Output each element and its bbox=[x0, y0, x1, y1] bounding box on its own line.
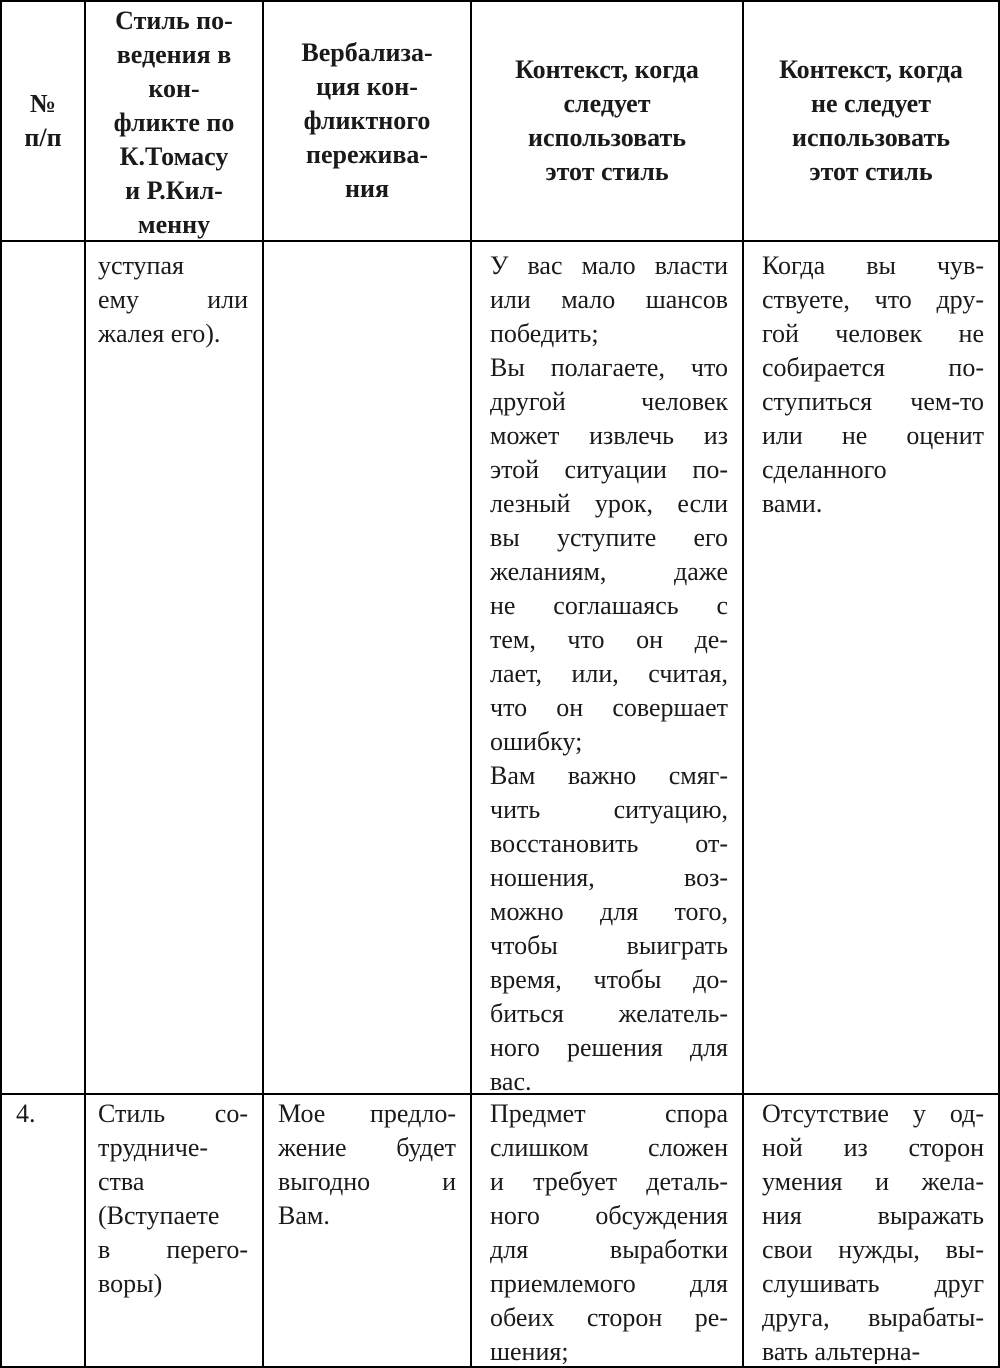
header-line: следует bbox=[563, 89, 651, 118]
cell-line: свои нужды, вы- bbox=[762, 1235, 984, 1264]
header-line: фликте по bbox=[113, 108, 235, 137]
cell-line: чтобы выиграть bbox=[490, 931, 728, 960]
cell-line: биться желатель- bbox=[490, 999, 728, 1028]
cell-line: слушивать друг bbox=[762, 1269, 984, 1298]
table-cell-verbalization bbox=[278, 1097, 456, 1364]
table-border bbox=[0, 240, 1000, 242]
cell-line: желаниям, даже bbox=[490, 557, 728, 586]
cell-line: для выработки bbox=[490, 1235, 728, 1264]
cell-line: умения и жела- bbox=[762, 1167, 984, 1196]
cell-line: и требует деталь- bbox=[490, 1167, 728, 1196]
header-line: пережива- bbox=[305, 140, 429, 169]
cell-line: жение будет bbox=[278, 1133, 456, 1162]
header-line: Стиль по- bbox=[115, 6, 233, 35]
cell-line: ного решения для bbox=[490, 1033, 728, 1062]
cell-line: Предмет спора bbox=[490, 1099, 728, 1128]
table-cell-context-use bbox=[490, 1097, 728, 1364]
header-text bbox=[24, 87, 61, 155]
table-cell-number bbox=[16, 1097, 74, 1364]
cell-line: слишком сложен bbox=[490, 1133, 728, 1162]
table-cell-style bbox=[98, 249, 248, 1091]
cell-line: другой человек bbox=[490, 387, 728, 416]
cell-line: может извлечь из bbox=[490, 421, 728, 450]
cell-line: восстановить от- bbox=[490, 829, 728, 858]
cell-line: этой ситуации по- bbox=[490, 455, 728, 484]
cell-line: ступиться чем-то bbox=[762, 387, 984, 416]
header-line: ния bbox=[344, 174, 390, 203]
header-verbalization bbox=[264, 2, 470, 240]
header-line: ведения в bbox=[116, 40, 232, 69]
cell-line: обеих сторон ре- bbox=[490, 1303, 728, 1332]
header-line: фликтного bbox=[303, 106, 431, 135]
header-line: кон- bbox=[148, 74, 200, 103]
header-line: использовать bbox=[791, 123, 951, 152]
cell-line: ошибку; bbox=[490, 727, 583, 756]
cell-line: гой человек не bbox=[762, 319, 984, 348]
header-line: № bbox=[29, 89, 57, 118]
cell-line: ему или bbox=[98, 285, 248, 314]
header-line: ция кон- bbox=[316, 72, 418, 101]
cell-line: Стиль со- bbox=[98, 1099, 248, 1128]
cell-line: Вы полагаете, что bbox=[490, 353, 728, 382]
header-line: этот стиль bbox=[545, 157, 669, 186]
header-context-use bbox=[472, 2, 742, 240]
header-text bbox=[515, 53, 699, 189]
cell-line: не соглашаясь с bbox=[490, 591, 728, 620]
header-style bbox=[86, 2, 262, 240]
cell-line: тем, что он де- bbox=[490, 625, 728, 654]
cell-line: Когда вы чув- bbox=[762, 251, 984, 280]
header-number bbox=[2, 2, 84, 240]
cell-line: в перего- bbox=[98, 1235, 248, 1264]
header-text bbox=[301, 36, 432, 206]
cell-line: лает, или, считая, bbox=[490, 659, 728, 688]
header-line: К.Томасу bbox=[119, 142, 229, 171]
header-line: и Р.Кил- bbox=[125, 176, 223, 205]
header-line: использовать bbox=[527, 123, 687, 152]
table-cell-context-use bbox=[490, 249, 728, 1091]
cell-line: ния выражать bbox=[762, 1201, 984, 1230]
table-cell-context-not-use bbox=[762, 1097, 984, 1364]
cell-line: У вас мало власти bbox=[490, 251, 728, 280]
cell-line: вами. bbox=[762, 489, 823, 518]
cell-line: ствуете, что дру- bbox=[762, 285, 984, 314]
cell-line: Вам важно смяг- bbox=[490, 761, 728, 790]
cell-line: чить ситуацию, bbox=[490, 795, 728, 824]
cell-line: ной из сторон bbox=[762, 1133, 984, 1162]
cell-line: что он совершает bbox=[490, 693, 728, 722]
cell-line: жалея его). bbox=[98, 319, 221, 348]
cell-line: или не оценит bbox=[762, 421, 984, 450]
cell-line: Отсутствие у од- bbox=[762, 1099, 984, 1128]
cell-line: собирается по- bbox=[762, 353, 984, 382]
cell-line: друга, вырабаты- bbox=[762, 1303, 984, 1332]
table-cell-number bbox=[16, 249, 74, 1091]
cell-line: ства bbox=[98, 1167, 145, 1196]
cell-line: лезный урок, если bbox=[490, 489, 728, 518]
cell-line: вы уступите его bbox=[490, 523, 728, 552]
cell-line: Мое предло- bbox=[278, 1099, 456, 1128]
cell-line: можно для того, bbox=[490, 897, 728, 926]
cell-line: 4. bbox=[16, 1099, 36, 1128]
cell-line: вас. bbox=[490, 1067, 532, 1091]
header-line: этот стиль bbox=[809, 157, 933, 186]
cell-line: трудниче- bbox=[98, 1133, 209, 1162]
cell-line: время, чтобы до- bbox=[490, 965, 728, 994]
header-line: Контекст, когда bbox=[779, 55, 963, 84]
cell-line: воры) bbox=[98, 1269, 163, 1298]
table-cell-context-not-use bbox=[762, 249, 984, 1091]
cell-line: ношения, воз- bbox=[490, 863, 728, 892]
cell-line: приемлемого для bbox=[490, 1269, 728, 1298]
header-line: Контекст, когда bbox=[515, 55, 699, 84]
cell-line: ного обсуждения bbox=[490, 1201, 728, 1230]
cell-line: (Вступаете bbox=[98, 1201, 220, 1230]
header-line: менну bbox=[137, 210, 211, 239]
header-text bbox=[779, 53, 963, 189]
header-line: п/п bbox=[24, 123, 62, 152]
header-text bbox=[114, 4, 235, 240]
header-context-not-use bbox=[744, 2, 998, 240]
header-line: не следует bbox=[810, 89, 931, 118]
table-border bbox=[0, 1093, 1000, 1095]
table-cell-verbalization bbox=[278, 249, 456, 1091]
cell-line: сделанного bbox=[762, 455, 887, 484]
cell-line: победить; bbox=[490, 319, 599, 348]
cell-line: шения; bbox=[490, 1337, 569, 1364]
table-cell-style bbox=[98, 1097, 248, 1364]
cell-line: Вам. bbox=[278, 1201, 330, 1230]
cell-line: или мало шансов bbox=[490, 285, 728, 314]
cell-line: уступая bbox=[98, 251, 184, 280]
cell-line: выгодно и bbox=[278, 1167, 456, 1196]
header-line: Вербализа- bbox=[301, 38, 433, 67]
cell-line: вать альтерна- bbox=[762, 1337, 921, 1364]
